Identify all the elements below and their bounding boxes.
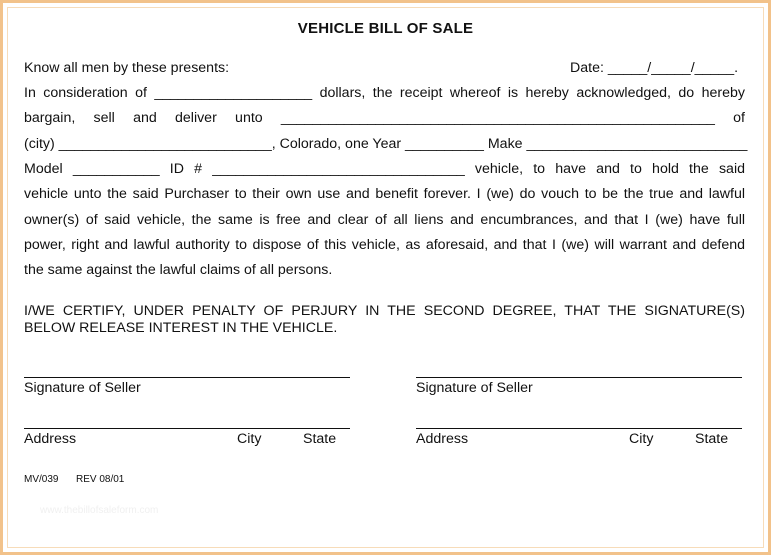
ownership-line-4: the same against the lawful claims of all persons. [24,262,333,278]
address-label-right: Address [416,431,469,447]
city-label-left: City [237,431,262,447]
state-label-left: State [303,431,337,447]
seller-signature-line-left [24,377,350,378]
seller-signature-line-right [416,377,742,378]
signature-label-right: Signature of Seller [416,380,533,396]
signature-label-left: Signature of Seller [24,380,141,396]
address-line-left [24,428,350,429]
ownership-line-3: power, right and lawful authority to dispose of this vehicle, as aforesaid, and that I (we) will warrant and defend [24,237,745,253]
purchaser-line: bargain, sell and deliver unto _______________________________________________________ of [24,110,745,126]
city-year-make-line: (city) ___________________________, Colorado, one Year __________ Make ____________________________ [24,136,748,152]
watermark: www.thebillofsaleform.com [40,505,159,516]
address-label-left: Address [24,431,77,447]
ownership-line-1: vehicle unto the said Purchaser to their own use and benefit forever. I (we) do vouch to be the true and lawful [24,186,745,202]
city-label-right: City [629,431,654,447]
form-number: MV/039 [24,474,59,485]
ownership-line-2: owner(s) of said vehicle, the same is free and clear of all liens and encumbrances, and that I (we) have full [24,212,745,228]
date-field: Date: _____/_____/_____. [570,60,739,76]
address-line-right [416,428,742,429]
certification-statement: I/WE CERTIFY, UNDER PENALTY OF PERJURY IN THE SECOND DEGREE, THAT THE SIGNATURE(S) BELOW RELEASE INTEREST IN THE VEHICLE. [24,303,745,336]
document-title: VEHICLE BILL OF SALE [297,20,474,37]
revision-date: REV 08/01 [76,474,125,485]
model-id-line: Model ___________ ID # ________________________________ vehicle, to have and to hold the said [24,161,745,177]
consideration-line: In consideration of ____________________ dollars, the receipt whereof is hereby acknowledged, do hereby [24,85,745,101]
intro-text: Know all men by these presents: [24,60,230,76]
state-label-right: State [695,431,729,447]
